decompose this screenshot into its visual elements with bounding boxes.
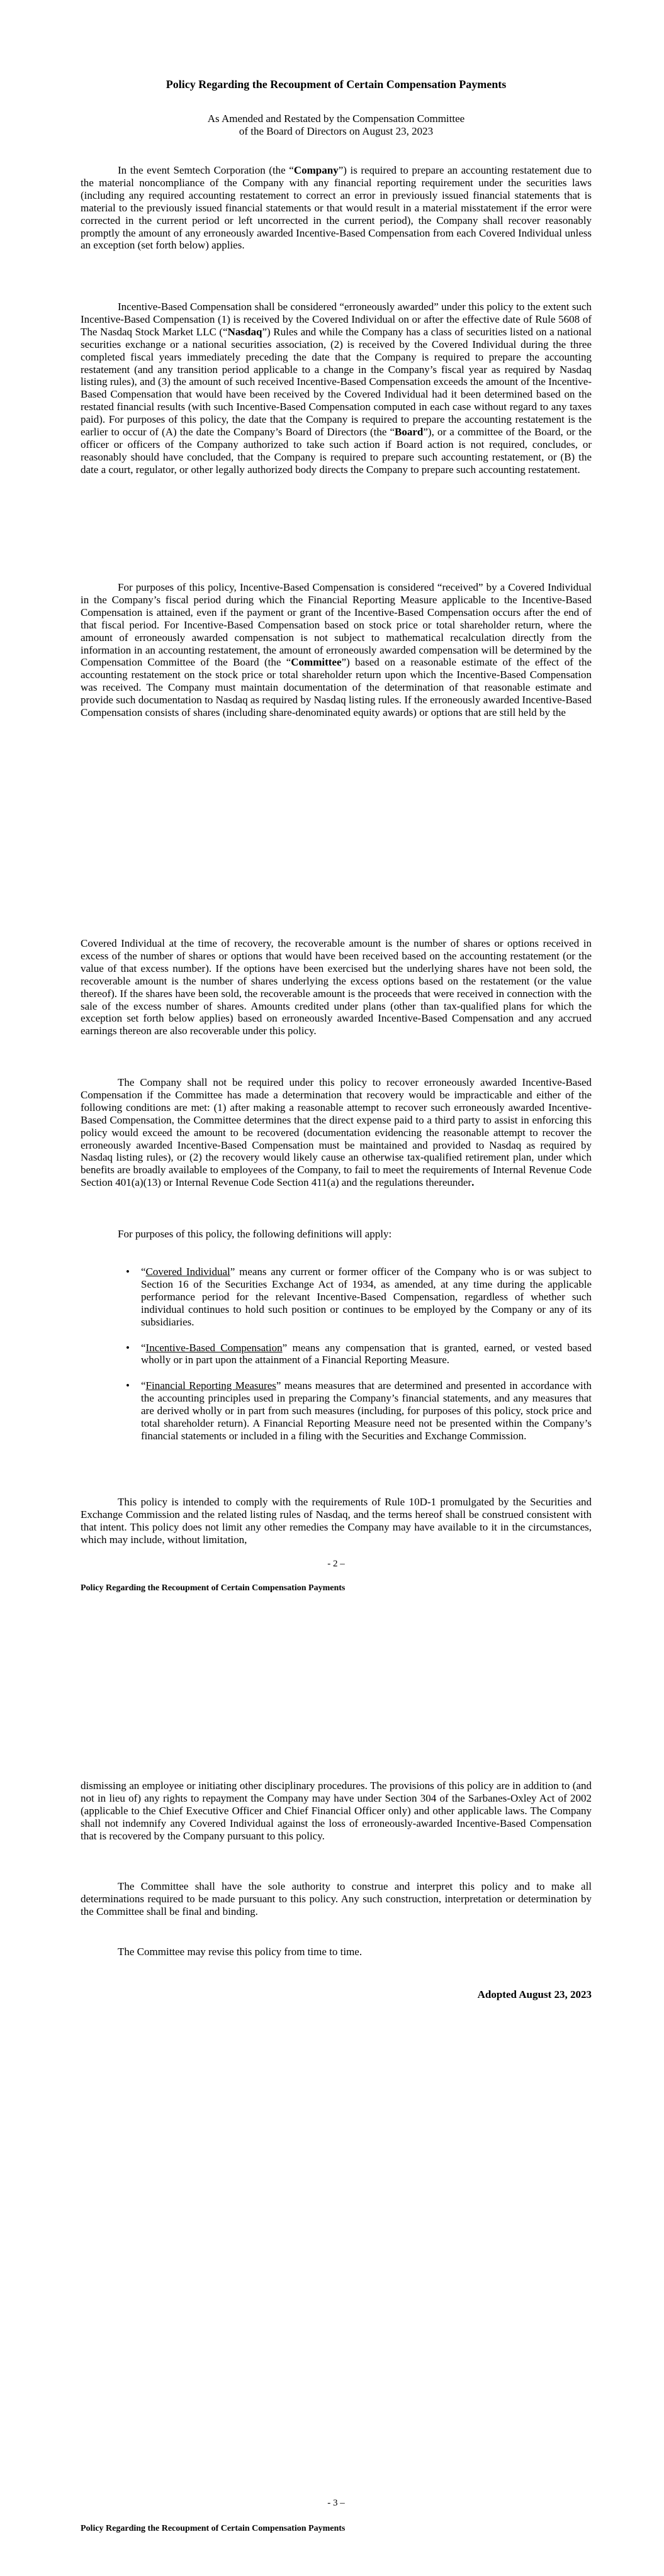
definition-financial-reporting-measures: • “Financial Reporting Measures” means measures that are determined and presented in accordance with the accounting principles used in preparing the Company’s financial statements, and any measures that are derived wholly or in part from such measures (including, for purposes of this policy, stock price and total shareholder return). A Financial Reporting Measure need not be presented within the Company’s financial statements or included in a filing with the Securities and Exchange Commission.	[126, 1380, 592, 1442]
document-subtitle	[81, 113, 592, 138]
paragraph-restatement-recovery: In the event Semtech Corporation (the “Company”) is required to prepare an accounting restatement due to the material noncompliance of the Company with any financial reporting requirement under the securities laws (including any required accounting restatement to correct an error in previously issued financial statements that is material to the previously issued financial statements or that would result in a material misstatement if the error were corrected in the current period or left uncorrected in the current period), the Company shall recover reasonably promptly the amount of any erroneously awarded Incentive-Based Compensation from each Covered Individual unless an exception (set forth below) applies.	[81, 164, 592, 252]
page-footer-3: Policy Regarding the Recoupment of Certain Compensation Payments	[81, 2524, 346, 2533]
paragraph-received-definition: For purposes of this policy, Incentive-Based Compensation is considered “received” by a Covered Individual in the Company’s fiscal period during which the Financial Reporting Measure applicable to the Incentive-Based Compensation is attained, even if the payment or grant of the Incentive-Based Compensation occurs after the end of that fiscal period. For Incentive-Based Compensation based on stock price or total shareholder return, where the amount of erroneously awarded compensation is not subject to mathematical recalculation directly from the information in an accounting restatement, the amount of erroneously awarded compensation will be determined by the Compensation Committee of the Board (the “Committee”) based on a reasonable estimate of the effect of the accounting restatement on the stock price or total shareholder return upon which the Incentive-Based Compensation was received. The Company must maintain documentation of the determination of that reasonable estimate and provide such documentation to Nasdaq as required by Nasdaq listing rules. If the erroneously awarded Incentive-Based Compensation consists of shares (including share-denominated equity awards) or options that are still held by the	[81, 581, 592, 719]
paragraph-recoverable-amount: Covered Individual at the time of recovery, the recoverable amount is the number of shares or options received in excess of the number of shares or options that would have been received based on the accounting restatement (or the value of that excess number). If the options have been exercised but the underlying shares have not been sold, the recoverable amount is the number of shares underlying the excess options based on the restatement (or the value thereof). If the shares have been sold, the recoverable amount is the proceeds that were received in connection with the sale of the excess number of shares. Amounts credited under plans (other than tax-qualified plans for which the exception set forth below applies) based on erroneously awarded Incentive-Based Compensation and any accrued earnings thereon are also recoverable under this policy.	[81, 937, 592, 1037]
defined-term-committee: Committee	[291, 656, 342, 669]
bullet-icon: •	[126, 1266, 130, 1278]
page-footer-2: Policy Regarding the Recoupment of Certain Compensation Payments	[81, 1583, 346, 1593]
bullet-icon: •	[126, 1341, 130, 1354]
term-covered-individual: Covered Individual	[145, 1266, 230, 1278]
paragraph-other-remedies: dismissing an employee or initiating other disciplinary procedures. The provisions of this policy are in addition to (and not in lieu of) any rights to repayment the Company may have under Section 304 of the Sarbanes-Oxley Act of 2002 (applicable to the Chief Executive Officer and Chief Financial Officer only) and other applicable laws. The Company shall not indemnify any Covered Individual against the loss of erroneously-awarded Incentive-Based Compensation that is recovered by the Company pursuant to this policy.	[81, 1780, 592, 1842]
defined-term-board: Board	[395, 426, 424, 438]
subtitle-line-1: As Amended and Restated by the Compensation Committee	[207, 113, 465, 125]
defined-term-company: Company	[293, 164, 339, 176]
definition-incentive-based-compensation: • “Incentive-Based Compensation” means any compensation that is granted, earned, or vested based wholly or in part upon the attainment of a Financial Reporting Measure.	[126, 1341, 592, 1366]
paragraph-rule-10d1-compliance: This policy is intended to comply with the requirements of Rule 10D-1 promulgated by the Securities and Exchange Commission and the related listing rules of Nasdaq, and the terms hereof shall be construed consistent with that intent. This policy does not limit any other remedies the Company may have available to it in the circumstances, which may include, without limitation,	[81, 1496, 592, 1546]
paragraph-erroneously-awarded: Incentive-Based Compensation shall be considered “erroneously awarded” under this policy to the extent such Incentive-Based Compensation (1) is received by the Covered Individual on or after the effective date of Rule 5608 of The Nasdaq Stock Market LLC (“Nasdaq”) Rules and while the Company has a class of securities listed on a national securities exchange or a national securities association, (2) is received by the Covered Individual during the three completed fiscal years immediately preceding the date that the Company is required to prepare the accounting restatement (and any transition period applicable to a change in the Company’s fiscal year as required by Nasdaq listing rules), and (3) the amount of such received Incentive-Based Compensation exceeds the amount of the Incentive-Based Compensation that would have been received by the Covered Individual had it been determined based on the restated financial results (with such Incentive-Based Compensation computed in each case without regard to any taxes paid). For purposes of this policy, the date that the Company is required to prepare the accounting restatement is the earlier to occur of (A) the date the Company’s Board of Directors (the “Board”), or a committee of the Board, or the officer or officers of the Company authorized to take such action if Board action is not required, concludes, or reasonably should have concluded, that the Company is required to prepare such accounting restatement, or (B) the date a court, regulator, or other legally authorized body directs the Company to prepare such accounting restatement.	[81, 301, 592, 476]
page-number-2: - 2 –	[327, 1559, 345, 1569]
term-financial-reporting-measures: Financial Reporting Measures	[145, 1380, 276, 1392]
paragraph-committee-authority: The Committee shall have the sole authority to construe and interpret this policy and to make all determinations required to be made pursuant to this policy. Any such construction, interpretation or determination by the Committee shall be final and binding.	[81, 1880, 592, 1917]
subtitle-line-2: of the Board of Directors on August 23, 2023	[239, 125, 434, 137]
adoption-date: Adopted August 23, 2023	[477, 1988, 592, 2000]
paragraph-revision: The Committee may revise this policy from time to time.	[118, 1946, 363, 1958]
definitions-list	[126, 1266, 592, 1456]
document-title: Policy Regarding the Recoupment of Certain Compensation Payments	[166, 78, 507, 91]
bullet-icon: •	[126, 1380, 130, 1392]
definition-covered-individual: • “Covered Individual” means any current or former officer of the Company who is or was subject to Section 16 of the Securities Exchange Act of 1934, as amended, at any time during the applicable performance period for the relevant Incentive-Based Compensation, regardless of whether such individual continues to hold such position or continues to be employed by the Company or any of its subsidiaries.	[126, 1266, 592, 1328]
paragraph-definitions-intro: For purposes of this policy, the following definitions will apply:	[118, 1228, 392, 1240]
page-number-3: - 3 –	[327, 2498, 345, 2508]
defined-term-nasdaq: Nasdaq	[227, 325, 262, 338]
paragraph-impracticability-exception: The Company shall not be required under this policy to recover erroneously awarded Incentive-Based Compensation if the Committee has made a determination that recovery would be impracticable and either of the following conditions are met: (1) after making a reasonable attempt to recover such erroneously awarded Incentive-Based Compensation, the Committee determines that the direct expense paid to a third party to assist in enforcing this policy would exceed the amount to be recovered (documentation evidencing the reasonable attempt to recover the erroneously awarded Incentive-Based Compensation must be maintained and provided to Nasdaq as required by Nasdaq listing rules), or (2) the recovery would likely cause an otherwise tax-qualified retirement plan, under which benefits are broadly available to employees of the Company, to fail to meet the requirements of Internal Revenue Code Section 401(a)(13) or Internal Revenue Code Section 411(a) and the regulations thereunder.	[81, 1076, 592, 1189]
term-incentive-based-compensation: Incentive-Based Compensation	[145, 1341, 283, 1354]
